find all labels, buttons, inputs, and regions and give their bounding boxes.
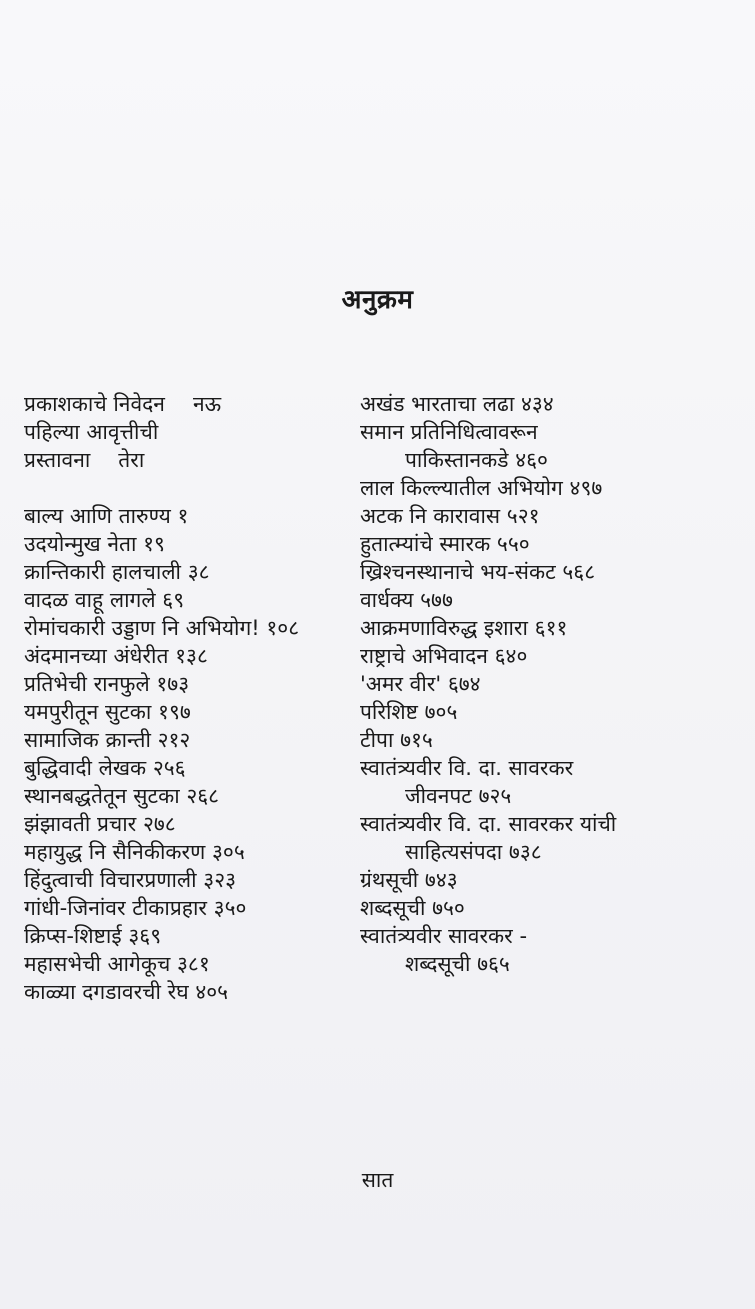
toc-entry-page: ७५० bbox=[432, 896, 465, 920]
toc-entry-title: स्वातंत्र्यवीर सावरकर - bbox=[360, 924, 528, 948]
toc-entry bbox=[24, 726, 359, 754]
toc-entry-page: १९७ bbox=[158, 700, 191, 724]
toc-entry bbox=[360, 698, 750, 726]
toc-entry-page: ३२३ bbox=[203, 868, 237, 892]
toc-entry-title: राष्ट्राचे अभिवादन bbox=[360, 644, 488, 668]
toc-entry-page: ३८१ bbox=[177, 952, 210, 976]
toc-entry-page: तेरा bbox=[118, 448, 145, 472]
toc-entry bbox=[24, 698, 359, 726]
toc-entry-page: ४९७ bbox=[569, 476, 603, 500]
toc-entry-page: ७१५ bbox=[400, 728, 433, 752]
toc-entry-title: पाकिस्तानकडे bbox=[405, 448, 509, 472]
toc-entry bbox=[360, 390, 750, 418]
toc-entry-title: बाल्य आणि तारुण्य bbox=[24, 504, 171, 528]
toc-entry bbox=[24, 614, 359, 642]
toc-entry-title: समान प्रतिनिधित्वावरून bbox=[360, 420, 538, 444]
toc-entry-page: १९ bbox=[143, 532, 165, 556]
toc-entry-page: ४०५ bbox=[195, 980, 229, 1004]
toc-entry-title: प्रस्तावना bbox=[24, 448, 91, 472]
page-number: सात bbox=[361, 1168, 394, 1192]
toc-entry-page: ७०५ bbox=[424, 700, 458, 724]
toc-entry bbox=[24, 390, 359, 418]
toc-entry-page: ४३४ bbox=[520, 392, 554, 416]
toc-entry-title: पहिल्या आवृत्तीची bbox=[24, 420, 159, 444]
toc-entry-title: महायुद्ध नि सैनिकीकरण bbox=[24, 840, 206, 864]
toc-entry-page: ३८ bbox=[187, 560, 210, 584]
toc-entry-title: काळ्या दगडावरची रेघ bbox=[24, 980, 189, 1004]
toc-entry-title: स्वातंत्र्यवीर वि. दा. सावरकर bbox=[360, 756, 574, 780]
toc-entry bbox=[24, 754, 359, 782]
toc-entry bbox=[360, 754, 750, 782]
toc-entry bbox=[360, 866, 750, 894]
toc-entry-title: आक्रमणाविरुद्ध इशारा bbox=[360, 616, 528, 640]
toc-entry bbox=[24, 502, 359, 530]
toc-entry bbox=[360, 586, 750, 614]
toc-entry-page: ७६५ bbox=[477, 952, 510, 976]
toc-entry-page: ५७७ bbox=[420, 588, 453, 612]
toc-entry bbox=[24, 558, 359, 586]
toc-entry-page: १३८ bbox=[175, 644, 208, 668]
toc-entry-title: हुतात्म्यांचे स्मारक bbox=[360, 532, 491, 556]
toc-entry-title: क्रिप्स-शिष्टाई bbox=[24, 924, 122, 948]
toc-entry-title: ख्रिश्चनस्थानाचे भय-संकट bbox=[360, 560, 556, 584]
toc-entry bbox=[360, 474, 750, 502]
toc-entry bbox=[360, 530, 750, 558]
toc-entry bbox=[24, 782, 359, 810]
toc-entry bbox=[360, 726, 750, 754]
toc-entry-title: हिंदुत्वाची विचारप्रणाली bbox=[24, 868, 197, 892]
toc-entry-title: स्थानबद्धतेतून सुटका bbox=[24, 784, 180, 808]
toc-entry-title: टीपा bbox=[360, 728, 394, 752]
toc-entry bbox=[360, 950, 750, 978]
toc-entry-page: ३६९ bbox=[128, 924, 162, 948]
toc-entry bbox=[360, 838, 750, 866]
toc-entry-title: जीवनपट bbox=[405, 784, 472, 808]
toc-entry-page: १७३ bbox=[156, 672, 190, 696]
contents-right-column bbox=[360, 390, 750, 978]
toc-entry-title: वार्धक्य bbox=[360, 588, 414, 612]
toc-entry bbox=[360, 614, 750, 642]
toc-entry bbox=[24, 894, 359, 922]
toc-entry-title: रोमांचकारी उड्डाण नि अभियोग! bbox=[24, 616, 260, 640]
toc-entry-page: २६८ bbox=[186, 784, 220, 808]
toc-entry-page: ५२१ bbox=[506, 504, 540, 528]
toc-entry-title: 'अमर वीर' bbox=[360, 672, 442, 696]
toc-entry-page: ७४३ bbox=[424, 868, 458, 892]
toc-entry-page: ६४० bbox=[494, 644, 528, 668]
toc-entry bbox=[24, 446, 359, 474]
toc-entry-page: १ bbox=[177, 504, 189, 528]
toc-entry-title: यमपुरीतून सुटका bbox=[24, 700, 152, 724]
toc-entry-title: बुद्धिवादी लेखक bbox=[24, 756, 147, 780]
toc-entry bbox=[360, 894, 750, 922]
toc-entry-title: अंदमानच्या अंधेरीत bbox=[24, 644, 169, 668]
toc-entry bbox=[360, 642, 750, 670]
toc-entry-title: ग्रंथसूची bbox=[360, 868, 419, 892]
toc-entry bbox=[24, 586, 359, 614]
toc-entry bbox=[360, 418, 750, 446]
toc-entry-title: प्रकाशकाचे निवेदन bbox=[24, 392, 165, 416]
toc-entry-page: ६७४ bbox=[447, 672, 481, 696]
toc-entry-title: वादळ वाहू लागले bbox=[24, 588, 156, 612]
toc-entry-title: अखंड भारताचा लढा bbox=[360, 392, 515, 416]
toc-entry-page: २७८ bbox=[142, 812, 176, 836]
toc-entry bbox=[24, 530, 359, 558]
toc-entry-page: ७३८ bbox=[508, 840, 542, 864]
toc-entry-page: ५६८ bbox=[562, 560, 596, 584]
toc-entry bbox=[24, 866, 359, 894]
toc-entry bbox=[360, 922, 750, 950]
toc-entry bbox=[360, 670, 750, 698]
toc-entry bbox=[24, 642, 359, 670]
toc-entry-page: २५६ bbox=[152, 756, 186, 780]
toc-entry-title: क्रान्तिकारी हालचाली bbox=[24, 560, 181, 584]
toc-entry-title: प्रतिभेची रानफुले bbox=[24, 672, 150, 696]
toc-entry-page: २१२ bbox=[157, 728, 191, 752]
toc-entry-title: सामाजिक क्रान्ती bbox=[24, 728, 151, 752]
toc-entry-page: ६११ bbox=[534, 616, 568, 640]
toc-entry bbox=[24, 978, 359, 1006]
toc-entry-page: ६९ bbox=[162, 588, 185, 612]
toc-entry-page: ४६० bbox=[515, 448, 548, 472]
toc-entry bbox=[360, 810, 750, 838]
toc-entry-title: झंझावती प्रचार bbox=[24, 812, 137, 836]
toc-entry-page: ७२५ bbox=[478, 784, 512, 808]
toc-entry bbox=[24, 810, 359, 838]
toc-entry bbox=[360, 446, 750, 474]
toc-entry-title: परिशिष्ट bbox=[360, 700, 418, 724]
toc-entry-page: नऊ bbox=[192, 392, 222, 416]
contents-left-column bbox=[24, 390, 359, 1006]
toc-entry-title: उदयोन्मुख नेता bbox=[24, 532, 137, 556]
contents-heading: अनुक्रम bbox=[341, 285, 414, 315]
toc-entry bbox=[24, 922, 359, 950]
toc-entry-page: ३०५ bbox=[212, 840, 245, 864]
toc-entry-title: अटक नि कारावास bbox=[360, 504, 501, 528]
toc-entry bbox=[24, 418, 359, 446]
toc-entry-page: ३५० bbox=[213, 896, 247, 920]
toc-entry bbox=[360, 558, 750, 586]
toc-entry-title: शब्दसूची bbox=[405, 952, 471, 976]
toc-entry-title: साहित्यसंपदा bbox=[405, 840, 503, 864]
toc-entry bbox=[24, 670, 359, 698]
toc-entry-title: महासभेची आगेकूच bbox=[24, 952, 171, 976]
toc-entry-title: स्वातंत्र्यवीर वि. दा. सावरकर यांची bbox=[360, 812, 617, 836]
toc-entry bbox=[360, 782, 750, 810]
toc-entry-title: शब्दसूची bbox=[360, 896, 426, 920]
toc-entry-title: गांधी-जिनांवर टीकाप्रहार bbox=[24, 896, 207, 920]
toc-entry bbox=[24, 950, 359, 978]
toc-entry bbox=[24, 838, 359, 866]
toc-entry bbox=[360, 502, 750, 530]
toc-entry-page: ५५० bbox=[496, 532, 530, 556]
toc-entry-title: लाल किल्ल्यातील अभियोग bbox=[360, 476, 563, 500]
toc-entry-page: १०८ bbox=[266, 616, 300, 640]
